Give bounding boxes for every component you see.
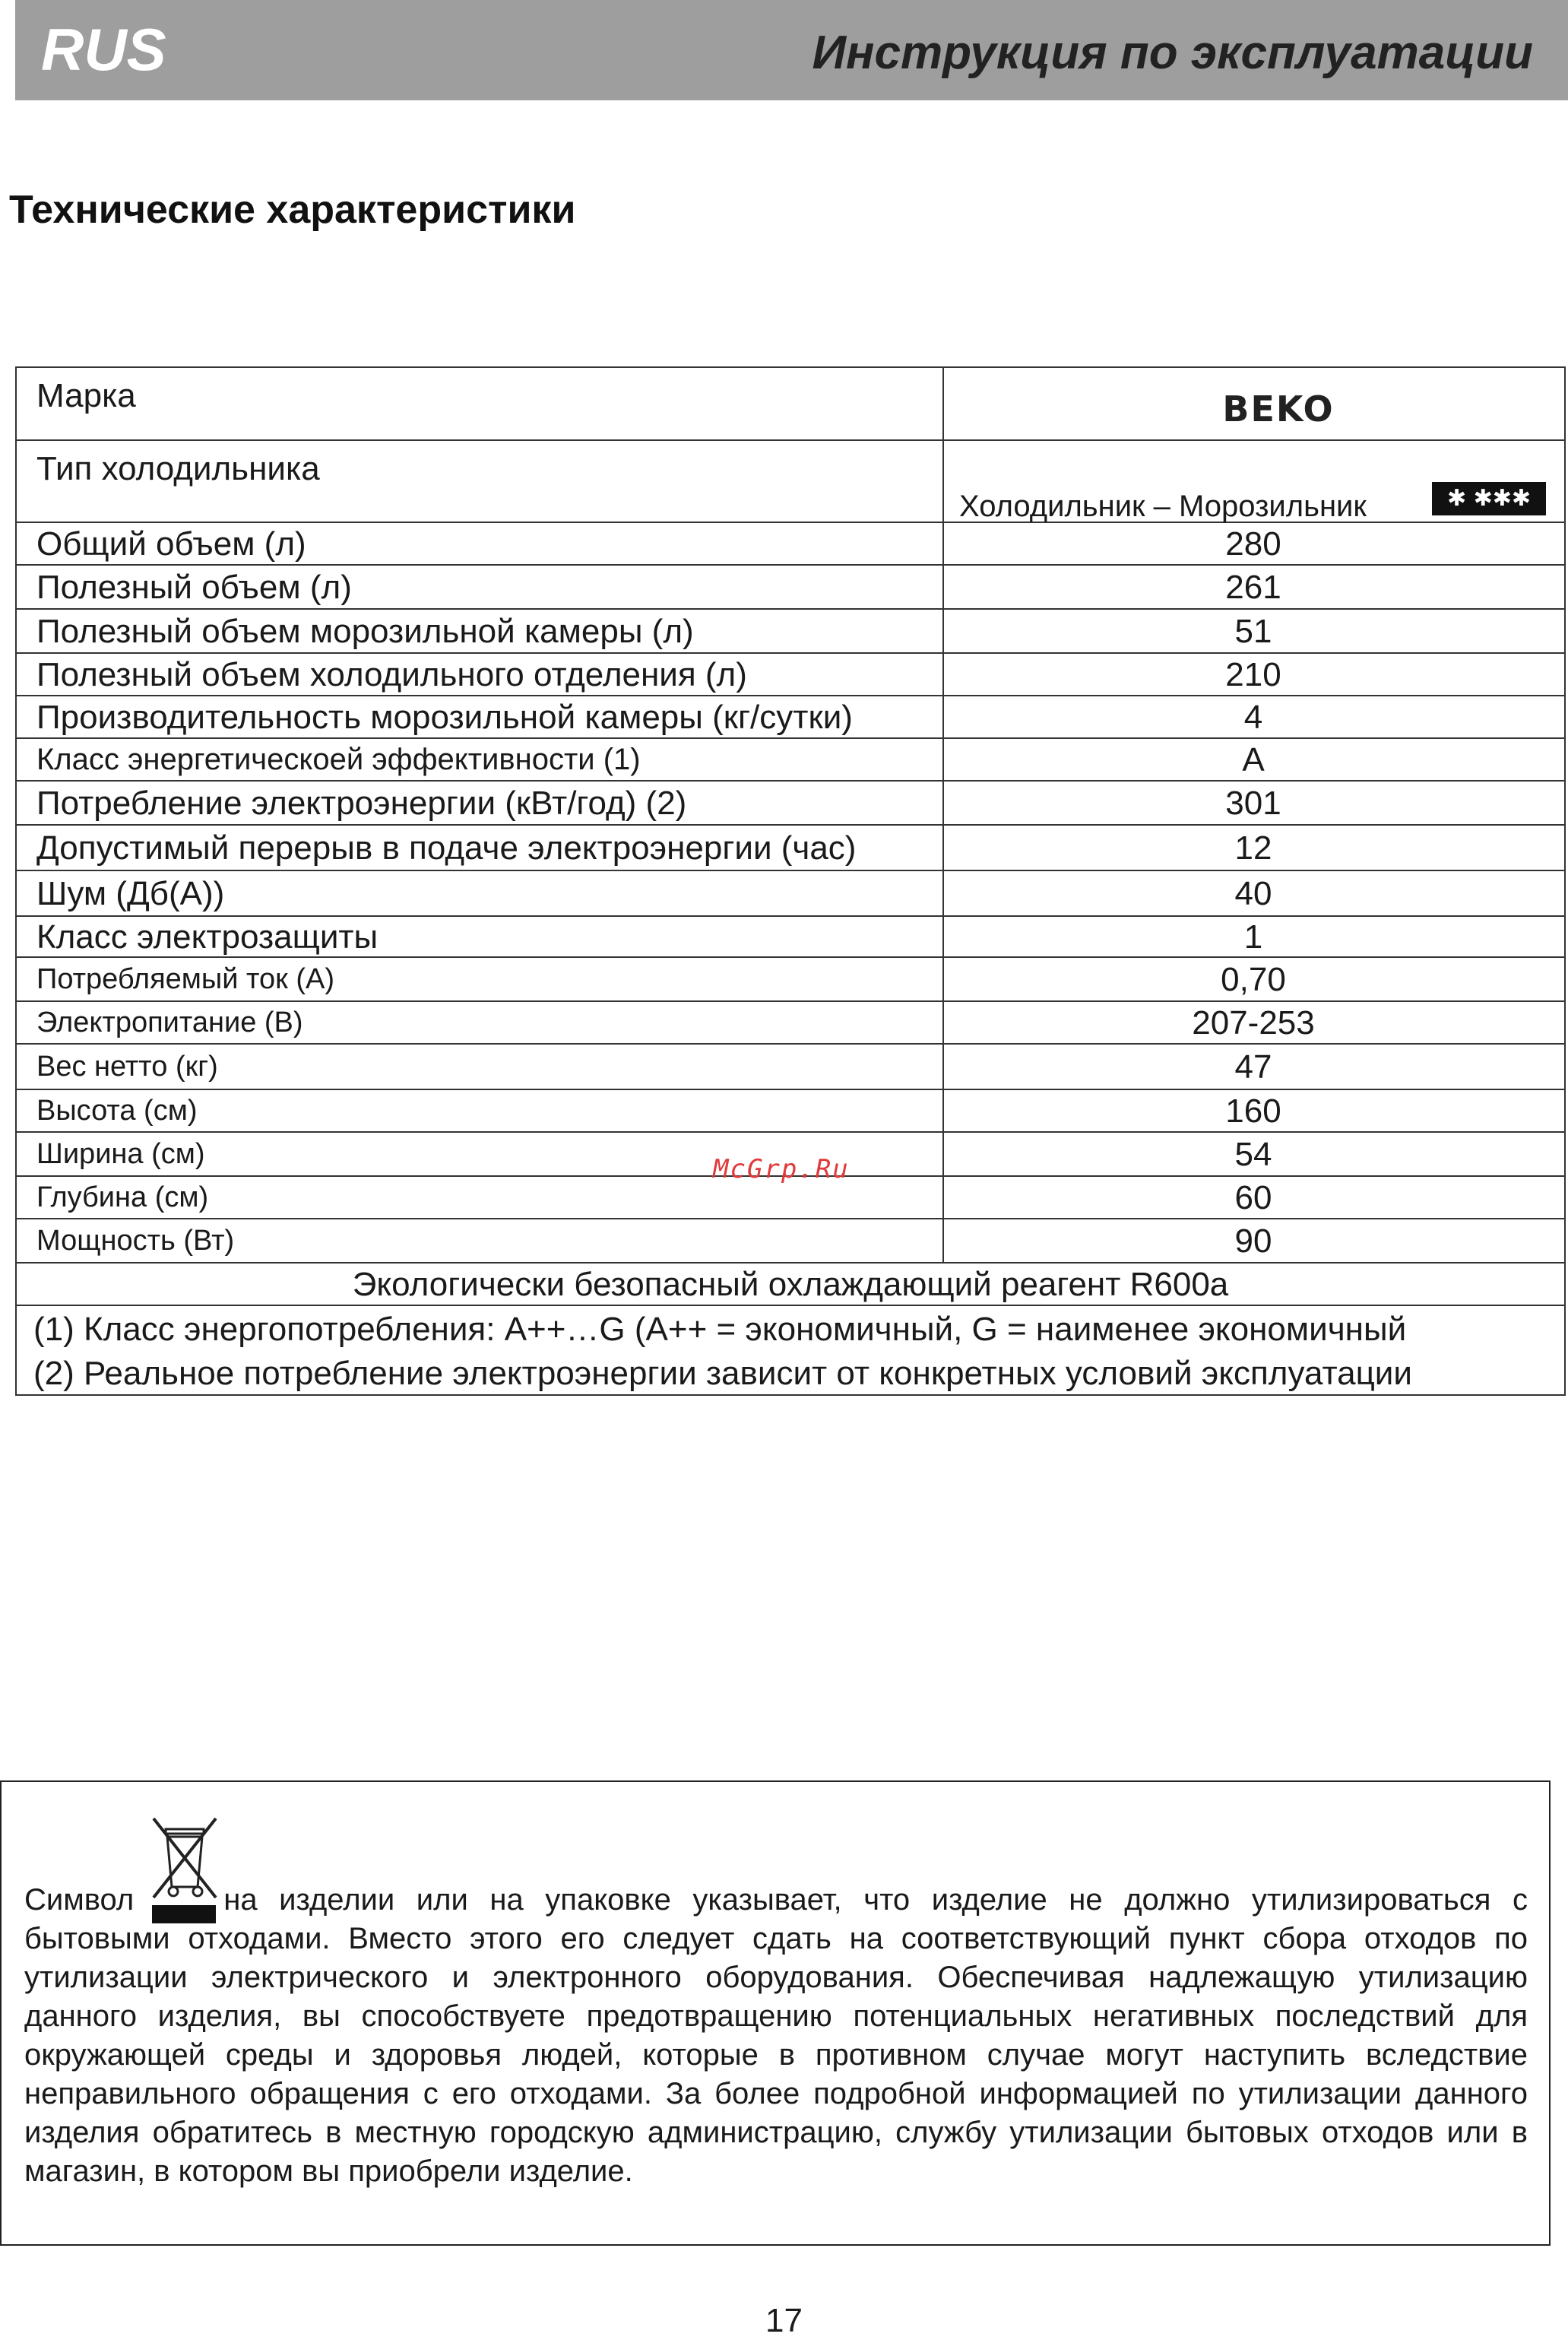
type-label: Тип холодильника <box>36 450 320 487</box>
spec-label: Высота (см) <box>36 1095 198 1127</box>
spec-value: 40 <box>1234 875 1272 912</box>
column-divider <box>942 368 944 439</box>
spec-label: Вес нетто (кг) <box>36 1051 218 1083</box>
spec-value: 4 <box>1243 699 1263 736</box>
disposal-notice <box>0 1780 1551 2246</box>
spec-value: 301 <box>1225 785 1281 822</box>
spec-value: 51 <box>1234 613 1272 650</box>
spec-value: 1 <box>1243 918 1263 956</box>
spec-label: Полезный объем холодильного отделения (л) <box>36 656 747 693</box>
spec-label: Ширина (см) <box>36 1138 205 1170</box>
spec-value: 54 <box>1234 1136 1272 1173</box>
spec-label: Глубина (см) <box>36 1181 209 1213</box>
table-row <box>17 566 1564 610</box>
table-row <box>17 782 1564 826</box>
spec-value: 207-253 <box>1192 1004 1315 1042</box>
table-row <box>17 1090 1564 1133</box>
table-row-type <box>17 441 1564 523</box>
spec-label: Потребление электроэнергии (кВт/год) (2) <box>36 785 687 822</box>
table-row <box>17 871 1564 917</box>
spec-label: Общий объем (л) <box>36 525 306 563</box>
table-row <box>17 696 1564 739</box>
disposal-text <box>24 1881 1528 2191</box>
spec-label: Потребляемый ток (А) <box>36 963 334 995</box>
spec-value: 47 <box>1234 1048 1272 1086</box>
spec-value: A <box>1242 741 1265 778</box>
page-number: 17 <box>765 2302 803 2339</box>
column-divider <box>942 441 944 522</box>
spec-value: 90 <box>1234 1222 1272 1260</box>
footnotes <box>33 1308 1412 1396</box>
type-value: Холодильник – Морозильник <box>959 490 1367 523</box>
spec-label: Допустимый перерыв в подаче электроэнергии (час) <box>36 829 857 867</box>
spec-label: Производительность морозильной камеры (кг/сутки) <box>36 699 853 736</box>
spec-value: 160 <box>1225 1092 1281 1130</box>
table-row <box>17 610 1564 654</box>
spec-label: Электропитание (В) <box>36 1007 303 1038</box>
page-header <box>15 0 1568 100</box>
svg-text:BEKO: BEKO <box>1222 388 1335 429</box>
footnote-1: (1) Класс энергопотребления: A++…G (A++ = экономичный, G = наименее экономичный <box>33 1311 1407 1348</box>
table-row-brand <box>17 368 1564 441</box>
table-row <box>17 1219 1564 1264</box>
table-row <box>17 1045 1564 1090</box>
table-row <box>17 958 1564 1002</box>
spec-label: Класс электрозащиты <box>36 918 379 956</box>
spec-table <box>15 366 1566 1396</box>
spec-label: Класс энергетическоей эффективности (1) <box>36 743 641 776</box>
table-row <box>17 654 1564 696</box>
section-title: Технические характеристики <box>9 188 576 232</box>
spec-value: 210 <box>1225 656 1281 693</box>
spec-value: 0,70 <box>1221 961 1286 998</box>
disposal-lead: Символ <box>24 1883 135 1917</box>
table-row <box>17 739 1564 782</box>
document-title: Инструкция по эксплуатации <box>812 27 1533 79</box>
spec-label: Шум (Дб(А)) <box>36 875 225 912</box>
table-row <box>17 523 1564 566</box>
spec-value: 12 <box>1234 829 1272 867</box>
spec-label: Полезный объем морозильной камеры (л) <box>36 613 694 650</box>
spec-value: 280 <box>1225 525 1281 563</box>
table-row <box>17 917 1564 958</box>
spec-value: 60 <box>1234 1179 1272 1216</box>
spec-value: 261 <box>1225 569 1281 606</box>
freezer-star-rating-icon: ✱ ✱✱✱ <box>1432 482 1546 515</box>
watermark: McGrp.Ru <box>713 1154 850 1184</box>
disposal-body: на изделии или на упаковке указывает, что изделие не должно утилизироваться с бытовыми отходами. Вместо этого его следует сдать на соответствующий пункт сбора отходов по утилизации электрического и электронного оборудования. Обеспечивая надлежащую утилизацию данного изделия, вы способствуете предотвращению потенциальных негативных последствий для окружающей среды и здоровья людей, которые в противном случае могут наступить вследствие неправильного обращения с его отходами. За более подробной информацией по утилизации данного изделия обратитесь в местную городскую администрацию, службу утилизации бытовых отходов или в магазин, в котором вы приобрели изделие. <box>24 1883 1528 2188</box>
eco-refrigerant-note: Экологически безопасный охлаждающий реагент R600a <box>17 1264 1564 1306</box>
beko-logo <box>1199 388 1358 429</box>
spec-label: Полезный объем (л) <box>36 569 352 606</box>
language-label: RUS <box>41 16 166 83</box>
table-row <box>17 1002 1564 1045</box>
footnote-2: (2) Реальное потребление электроэнергии зависит от конкретных условий эксплуатации <box>33 1355 1412 1392</box>
brand-label: Марка <box>36 377 136 414</box>
table-row <box>17 826 1564 871</box>
spec-label: Мощность (Вт) <box>36 1225 235 1257</box>
